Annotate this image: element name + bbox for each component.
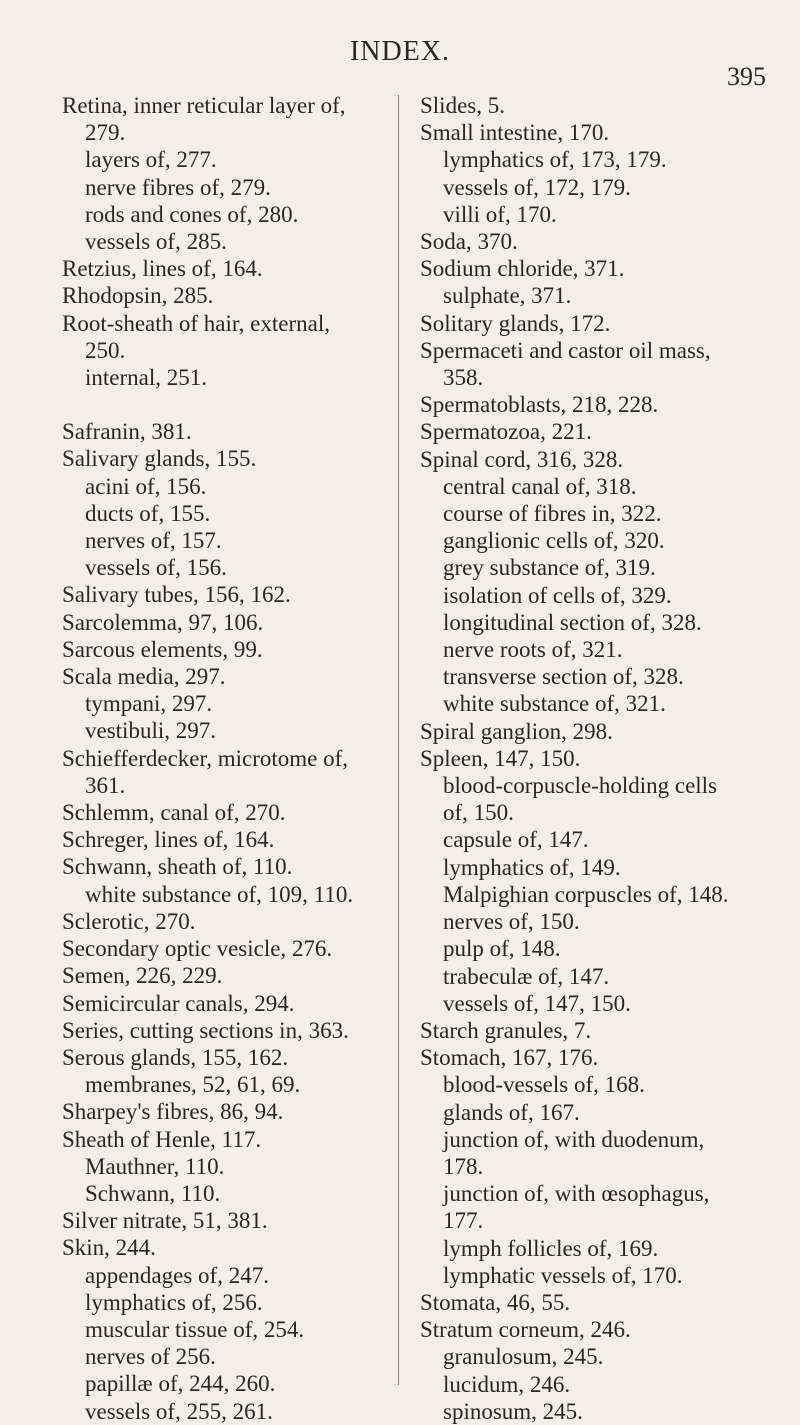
index-subentry: junction of, with duodenum, [443,1126,705,1152]
index-subentry: white substance of, 321. [443,691,666,717]
index-entry: Root-sheath of hair, external, [62,310,330,336]
index-subentry: ganglionic cells of, 320. [443,528,665,554]
index-subentry: junction of, with œsophagus, [443,1181,710,1207]
index-subentry: blood-corpuscle-holding cells [443,773,718,799]
index-entry: Scala media, 297. [62,664,226,690]
index-subentry: granulosum, 245. [443,1344,604,1370]
index-subentry: nerve fibres of, 279. [85,174,271,200]
index-subentry: villi of, 170. [443,201,557,227]
index-subentry: internal, 251. [85,365,207,391]
index-subentry: vessels of, 255, 261. [85,1398,273,1424]
index-subentry: 361. [85,772,126,798]
column-divider [398,95,399,1385]
index-subentry: nerve roots of, 321. [443,637,623,663]
index-entry: Stratum corneum, 246. [420,1317,631,1343]
index-entry: Safranin, 381. [62,419,192,445]
index-entry: Semicircular canals, 294. [62,990,295,1016]
index-subentry: vessels of, 147, 150. [443,990,631,1016]
index-subentry: longitudinal section of, 328. [443,609,702,635]
index-subentry: vessels of, 172, 179. [443,174,631,200]
index-entry: Sodium chloride, 371. [420,256,625,282]
index-subentry: lymphatics of, 173, 179. [443,147,667,173]
index-entry: Sharpey's fibres, 86, 94. [62,1099,284,1125]
index-subentry: grey substance of, 319. [443,555,656,581]
index-subentry: trabeculæ of, 147. [443,963,610,989]
index-subentry: sulphate, 371. [443,283,572,309]
index-entry: Secondary optic vesicle, 276. [62,936,333,962]
index-entry: Spermaceti and castor oil mass, [420,337,711,363]
index-entry: Sarcolemma, 97, 106. [62,609,264,635]
index-entry: Retina, inner reticular layer of, [62,93,346,118]
index-subentry: appendages of, 247. [85,1262,269,1288]
index-subentry: lymphatics of, 149. [443,854,621,880]
index-entry: Salivary glands, 155. [62,446,257,472]
index-entry: Schwann, sheath of, 110. [62,854,293,880]
index-entry: Soda, 370. [420,229,518,255]
index-entry: Stomata, 46, 55. [420,1289,571,1315]
index-subentry: 279. [85,120,126,146]
page-header-title: INDEX. [349,36,451,67]
index-entry: Schiefferdecker, microtome of, [62,745,349,771]
index-subentry: spinosum, 245. [443,1398,583,1424]
index-subentry: 177. [443,1208,484,1234]
index-entry: Salivary tubes, 156, 162. [62,582,291,608]
index-subentry: acini of, 156. [85,473,207,499]
index-subentry: isolation of cells of, 329. [443,582,672,608]
index-entry: Sclerotic, 270. [62,908,196,934]
index-entry: Spermatoblasts, 218, 228. [420,392,659,418]
index-subentry: capsule of, 147. [443,827,589,853]
index-entry: Stomach, 167, 176. [420,1045,599,1071]
index-subentry: layers of, 277. [85,147,217,173]
page-number: 395 [727,62,766,91]
index-subentry: Malpighian corpuscles of, 148. [443,881,729,907]
index-subentry: lymphatics of, 256. [85,1289,263,1315]
index-subentry: 250. [85,337,126,363]
index-subentry: nerves of, 150. [443,909,580,935]
index-subentry: transverse section of, 328. [443,664,684,690]
index-subentry: lucidum, 246. [443,1371,571,1397]
index-subentry: white substance of, 109, 110. [85,881,354,907]
index-gap [62,391,390,418]
index-entry: Spleen, 147, 150. [420,745,581,771]
index-entry: Series, cutting sections in, 363. [62,1017,349,1043]
index-subentry: 178. [443,1153,484,1179]
index-subentry: nerves of 256. [85,1344,216,1370]
index-subentry: nerves of, 157. [85,528,222,554]
index-subentry: central canal of, 318. [443,473,637,499]
index-entry: Spermatozoa, 221. [420,419,592,445]
index-column-right [420,92,780,1425]
index-subentry: vessels of, 285. [85,229,227,255]
index-subentry: 358. [443,365,484,391]
index-entry: Sarcous elements, 99. [62,636,263,662]
index-entry: Rhodopsin, 285. [62,283,214,309]
index-subentry: lymph follicles of, 169. [443,1235,659,1261]
index-entry: Spiral ganglion, 298. [420,718,613,744]
index-subentry: membranes, 52, 61, 69. [85,1072,301,1098]
index-entry: Semen, 226, 229. [62,963,223,989]
index-entry: Small intestine, 170. [420,120,610,146]
index-entry: Starch granules, 7. [420,1017,592,1043]
index-subentry: vessels of, 156. [85,555,227,581]
index-subentry: glands of, 167. [443,1099,580,1125]
index-subentry: pulp of, 148. [443,936,561,962]
index-entry: Retzius, lines of, 164. [62,256,263,282]
index-subentry: tympani, 297. [85,691,213,717]
index-subentry: muscular tissue of, 254. [85,1316,305,1342]
index-entry: Spinal cord, 316, 328. [420,446,624,472]
index-entry: Skin, 244. [62,1235,156,1261]
index-subentry: blood-vessels of, 168. [443,1072,645,1098]
index-entry: Slides, 5. [420,93,505,118]
index-subentry: course of fibres in, 322. [443,501,662,527]
index-entry: Solitary glands, 172. [420,310,611,336]
index-subentry: vestibuli, 297. [85,718,216,744]
index-subentry: Mauthner, 110. [85,1153,225,1179]
index-subentry: Schwann, 110. [85,1180,221,1206]
index-subentry: ducts of, 155. [85,500,211,526]
index-entry: Schreger, lines of, 164. [62,827,275,853]
index-subentry: lymphatic vessels of, 170. [443,1262,683,1288]
index-entry: Silver nitrate, 51, 381. [62,1208,268,1234]
index-subentry: of, 150. [443,800,514,826]
index-entry: Serous glands, 155, 162. [62,1044,289,1070]
index-subentry: rods and cones of, 280. [85,201,299,227]
index-entry: Sheath of Henle, 117. [62,1126,262,1152]
index-column-left [62,92,390,1425]
index-entry: Schlemm, canal of, 270. [62,800,286,826]
index-subentry: papillæ of, 244, 260. [85,1371,276,1397]
